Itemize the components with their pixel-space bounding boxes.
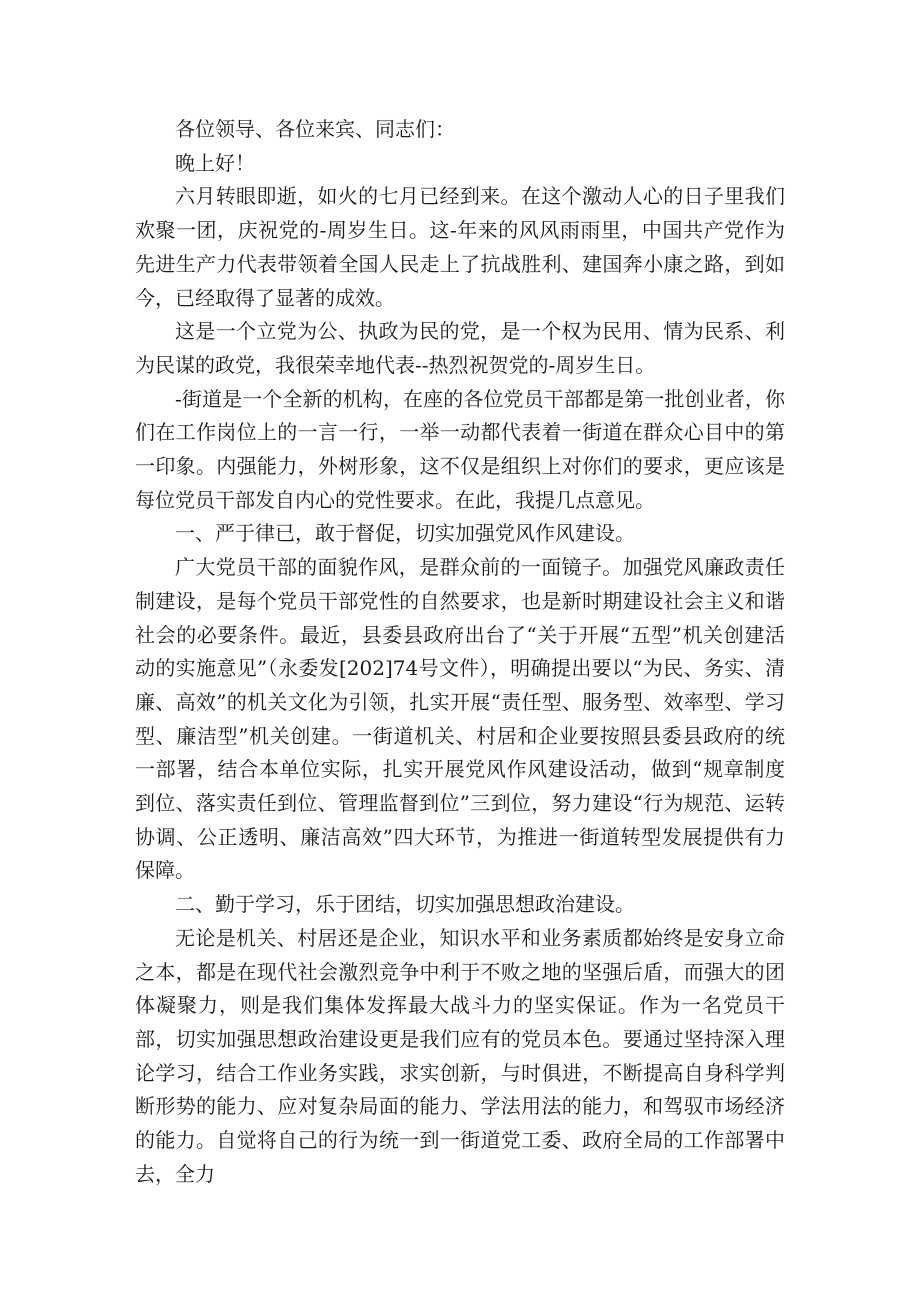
heading-point-one: 一、严于律已，敢于督促，切实加强党风作风建设。 <box>175 521 635 546</box>
heading-point-two: 二、勤于学习，乐于团结，切实加强思想政治建设。 <box>175 892 635 917</box>
paragraph-street: -街道是一个全新的机构，在座的各位党员干部都是第一批创业者，你们在工作岗位上的一言一行，一举一动都代表着一街道在群众心目中的第一印象。内强能力，外树形象，这不仅是组织上对你们的要求，更应该是每位党员干部发自内心的党性要求。在此，我提几点意见。 <box>135 386 785 512</box>
paragraph-point-one: 广大党员干部的面貌作风，是群众前的一面镜子。加强党风廉政责任制建设，是每个党员干部党性的自然要求，也是新时期建设社会主义和谐社会的必要条件。最近，县委县政府出台了“关于开展“五型”机关创建活动的实施意见”（永委发[202]74号文件），明确提出要以“为民、务实、清廉、高效”的机关文化为引领，扎实开展“责任型、服务型、效率型、学习型、廉洁型”机关创建。一街道机关、村居和企业要按照县委县政府的统一部署，结合本单位实际，扎实开展党风作风建设活动，做到“规章制度到位、落实责任到位、管理监督到位”三到位，努力建设“行为规范、运转协调、公正透明、廉洁高效”四大环节，为推进一街道转型发展提供有力保障。 <box>135 555 785 883</box>
paragraph-opening: 六月转眼即逝，如火的七月已经到来。在这个激动人心的日子里我们欢聚一团，庆祝党的-周岁生日。这-年来的风风雨雨里，中国共产党作为先进生产力代表带领着全国人民走上了抗战胜利、建国奔小康之路，到如今，已经取得了显著的成效。 <box>135 184 785 310</box>
greeting: 晚上好！ <box>175 150 255 175</box>
document-body <box>135 113 785 1192</box>
paragraph-party: 这是一个立党为公、执政为民的党，是一个权为民用、情为民系、利为民谋的政党，我很荣幸地代表--热烈祝贺党的-周岁生日。 <box>135 319 785 377</box>
paragraph-point-two: 无论是机关、村居还是企业，知识水平和业务素质都始终是安身立命之本，都是在现代社会激烈竞争中利于不败之地的坚强后盾，而强大的团体凝聚力，则是我们集体发挥最大战斗力的坚实保证。作为一名党员干部，切实加强思想政治建设更是我们应有的党员本色。要通过坚持深入理论学习，结合工作业务实践，求实创新，与时俱进，不断提高自身科学判断形势的能力、应对复杂局面的能力、学法用法的能力，和驾驭市场经济的能力。自觉将自己的行为统一到一街道党工委、政府全局的工作部署中去，全力 <box>135 925 785 1186</box>
salutation: 各位领导、各位来宾、同志们： <box>175 117 455 141</box>
